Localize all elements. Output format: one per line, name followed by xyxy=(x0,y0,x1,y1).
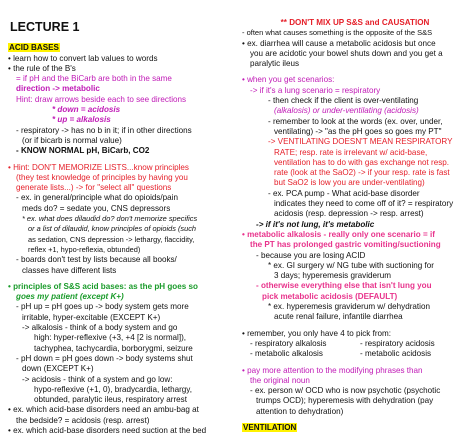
note-line: you are acidotic your bowel shuts down and you get a xyxy=(250,48,443,58)
note-line: goes my patient (except K+) xyxy=(16,292,124,302)
note-line: indicates they need to come off of it? = respiratory xyxy=(274,199,454,209)
note-line: tachyphea, tachycardia, borborygmi, seizure xyxy=(34,343,193,353)
note-line: • Hint: DON'T MEMORIZE LISTS...know principles xyxy=(8,162,189,172)
left-column xyxy=(8,0,236,436)
note-line: 3 days; hyperemesis graviderum xyxy=(274,271,391,281)
note-line: down (EXCEPT K+) xyxy=(22,364,94,374)
note-line: (or if bicarb is normal value) xyxy=(22,135,122,145)
causation-header: ** DON'T MIX UP S&S and CAUSATION xyxy=(280,18,430,27)
note-line: direction -> metabolic xyxy=(16,84,100,94)
note-line: ventilation has to do with gas exchange not resp. xyxy=(274,157,450,167)
note-line: = if pH and the BiCarb are both in the same xyxy=(16,74,172,84)
pick-item: - metabolic acidosis xyxy=(360,349,432,359)
note-line: - ex. in general/principle what do opioids/pain xyxy=(16,193,178,203)
note-line: -> acidosis - think of a system and go low: xyxy=(22,374,173,384)
note-line: hypo-reflexive (+1, 0), bradycardia, lethargy, xyxy=(34,384,192,394)
acid-bases-header: ACID BASES xyxy=(9,43,59,53)
note-line: meds do? = sedate you, CNS depressors xyxy=(22,203,171,213)
note-line: ventilating) -> "as the pH goes so goes my PT" xyxy=(274,126,442,136)
note-line: acute renal failure, infantile diarrhea xyxy=(274,312,403,322)
right-column xyxy=(242,0,468,433)
note-line: • remember, you only have 4 to pick from: xyxy=(242,328,392,338)
note-line: • principles of S&S acid bases: as the pH goes so xyxy=(8,281,198,291)
note-line: - KNOW NORMAL pH, BiCarb, CO2 xyxy=(16,146,150,156)
note-line: attention to dehydration) xyxy=(256,406,344,416)
note-line: -> VENTILATING DOESN'T MEAN RESPIRATORY xyxy=(268,137,453,147)
note-line: - pH down = pH goes down -> body systems shut xyxy=(16,353,193,363)
note-line: (alkalosis) or under-ventilating (acidosis) xyxy=(274,106,419,116)
note-line: • pay more attention to the modifying phrases than xyxy=(242,365,423,375)
pick-row xyxy=(242,339,468,349)
note-line: -> if it's a lung scenario = respiratory xyxy=(250,85,381,95)
note-line: the bedside? = acidosis (resp. arrest) xyxy=(16,415,150,425)
note-line: or a list of dilaudid, know principles of opioids (such xyxy=(28,224,197,234)
note-line: paralytic ileus xyxy=(250,59,300,69)
note-line: - ex. PCA pump - What acid-base disorder xyxy=(268,188,420,198)
note-line: • ex. diarrhea will cause a metabolic acidosis but once xyxy=(242,38,436,48)
note-line: (they test knowledge of principles by having you xyxy=(16,172,188,182)
note-line: - boards don't test by lists because all books/ xyxy=(16,255,177,265)
note-line: -> if it's not lung, it's metabolic xyxy=(256,219,375,229)
note-line: irritable, hyper-excitable (EXCEPT K+) xyxy=(22,312,161,322)
note-line: • the rule of the B's xyxy=(8,63,76,73)
note-line: classes have different lists xyxy=(22,265,117,275)
pick-item: - metabolic alkalosis xyxy=(250,349,323,359)
note-line: • learn how to convert lab values to words xyxy=(8,53,158,63)
note-line: -> alkalosis - think of a body system and go xyxy=(22,323,178,333)
note-line: * up = alkalosis xyxy=(52,115,111,125)
note-line: - often what causes something is the opposite of the S&S xyxy=(242,28,433,38)
note-line: * ex. what does dilaudid do? don't memorize specifics xyxy=(22,214,198,224)
note-line: - pH up = pH goes up -> body system gets more xyxy=(16,302,189,312)
note-line: • metabolic alkalosis - really only one scenario = if xyxy=(242,229,435,239)
pick-item: - respiratory acidosis xyxy=(360,338,435,348)
note-line: acidosis (resp. depression -> resp. arrest) xyxy=(274,209,424,219)
note-line: generate lists...) -> for "select all" questions xyxy=(16,183,172,193)
note-line: * ex. GI surgery w/ NG tube with suctioning for xyxy=(268,260,434,270)
ventilation-header: VENTILATION xyxy=(243,422,297,432)
note-line: pick metabolic acidosis (DEFAULT) xyxy=(262,291,398,301)
lecture-title: LECTURE 1 xyxy=(10,20,80,34)
note-line: the original noun xyxy=(250,375,310,385)
note-line: - respiratory -> has no b in it; if in other directions xyxy=(16,125,192,135)
note-line: • ex. which acid-base disorders need an ambu-bag at xyxy=(8,405,199,415)
note-line: - then check if the client is over-ventilating xyxy=(268,96,419,106)
note-line: * down = acidosis xyxy=(52,105,121,115)
pick-item: - respiratory alkalosis xyxy=(250,338,327,348)
note-line: obtunded, paralytic ileus, respiratory arrest xyxy=(34,395,187,405)
note-line: • ex. which acid-base disorders need suction at the bed xyxy=(8,425,207,435)
note-line: * ex. hyperemesis graviderum w/ dehydration xyxy=(268,302,430,312)
note-line: the PT has prolonged gastric vomiting/suctioning xyxy=(250,240,441,250)
note-line: - because you are losing ACID xyxy=(256,250,366,260)
note-line: • when you get scenarios: xyxy=(242,75,335,85)
note-line: but SaO2 is low you are under-ventilating) xyxy=(274,178,425,188)
pick-row xyxy=(242,349,468,359)
note-line: - otherwise everything else that isn't lung you xyxy=(256,281,432,291)
note-line: - ex. person w/ OCD who is now psychotic (psychotic xyxy=(250,386,441,396)
note-line: RATE; resp. rate is irrelevant w/ acid-base, xyxy=(274,147,428,157)
note-line: reflex +1, hypo-reflexia, obtunded) xyxy=(28,244,141,254)
note-line: high: hyper-reflexive (+3, +4 [2 is normal]), xyxy=(34,333,187,343)
note-line: as sedation, CNS depression -> lethargy, flaccidity, xyxy=(28,234,195,244)
note-line: Hint: draw arrows beside each to see directions xyxy=(16,94,187,104)
note-line: rate (look at the SaO2) -> if your resp. rate is fast xyxy=(274,168,450,178)
note-line: - remember to look at the words (ex. over, under, xyxy=(268,116,443,126)
note-line: trumps OCD); hyperemesis with dehydration (pay xyxy=(256,396,434,406)
